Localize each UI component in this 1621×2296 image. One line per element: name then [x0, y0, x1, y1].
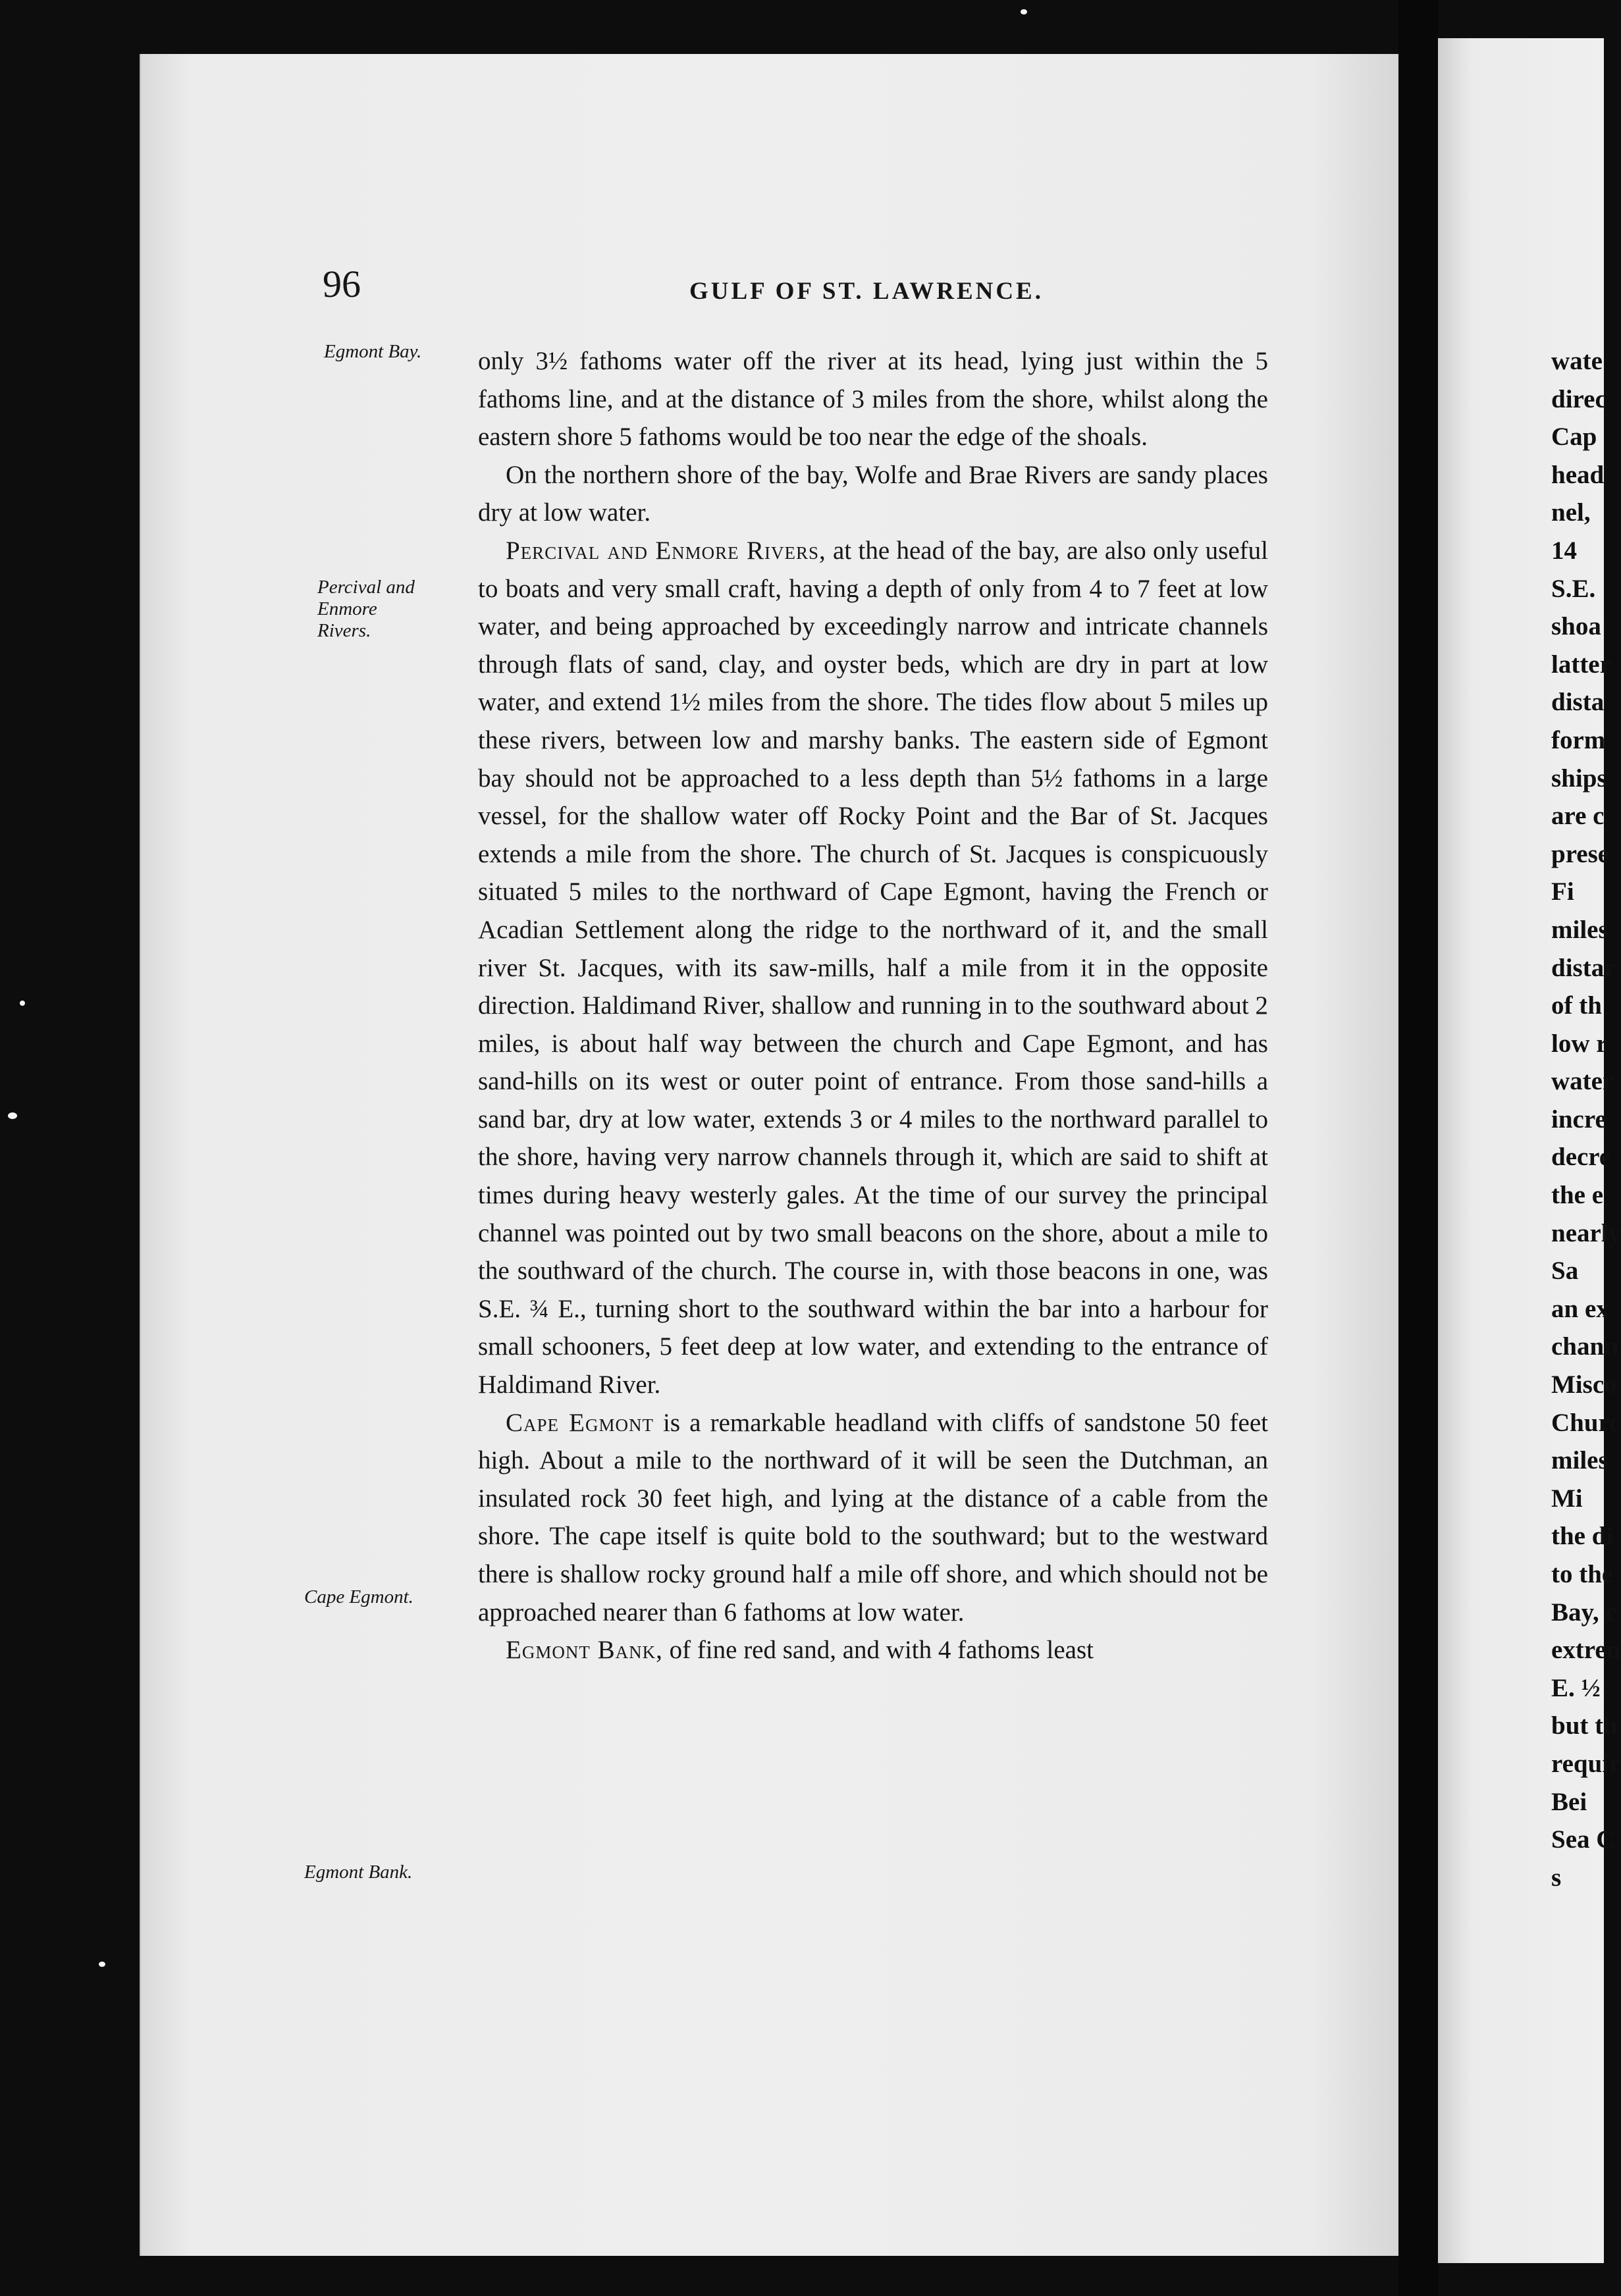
facing-page-line-fragment: head — [1551, 460, 1605, 489]
facing-page-line-fragment: Mi — [1551, 1484, 1583, 1513]
facing-page-line-fragment: low r — [1551, 1029, 1608, 1058]
facing-page-line-fragment: E. ½ — [1551, 1673, 1601, 1702]
scan-speck — [8, 1112, 17, 1119]
facing-page-line-fragment: Fi — [1551, 877, 1574, 906]
facing-page-line-fragment: of th — [1551, 991, 1602, 1020]
facing-page-line-fragment: are c — [1551, 802, 1605, 831]
facing-page-line-fragment: S.E. — [1551, 574, 1596, 603]
facing-page-line-fragment: latter — [1551, 650, 1611, 679]
facing-page-line-fragment: chann — [1551, 1332, 1618, 1361]
paragraph-text: On the northern shore of the bay, Wolfe and Brae Rivers are sandy places dry at low water. — [478, 460, 1268, 527]
facing-page-line-fragment: form — [1551, 725, 1606, 754]
paragraph — [478, 1404, 1268, 1632]
facing-page-line-fragment: requir — [1551, 1749, 1621, 1778]
facing-page-line-fragment: Bei — [1551, 1787, 1587, 1816]
facing-page-line-fragment: s — [1551, 1863, 1562, 1892]
facing-page-line-fragment: the di — [1551, 1522, 1614, 1551]
page-number: 96 — [323, 263, 361, 305]
facing-page-line-fragment: Cap — [1551, 423, 1597, 452]
scan-speck — [99, 1962, 105, 1967]
scan-speck — [20, 1001, 25, 1006]
facing-page-line-fragment: direc — [1551, 384, 1607, 413]
facing-page-line-fragment: nel, — [1551, 498, 1591, 527]
facing-page-line-fragment: miles — [1551, 915, 1608, 944]
paragraph-run-in-heading: Cape Egmont — [506, 1408, 654, 1437]
paragraph-text: is a remarkable headland with cliffs of sandstone 50 feet high. About a mile to the northward of it will be seen the Dutchman, an insulated rock 30 feet high, and lying at the distance of a cable from the shore. The cape itself is quite bold to the southward; but to the westward there is shallow rocky ground half a mile off shore, and which should not be approached nearer than 6 fathoms at low water. — [478, 1408, 1268, 1627]
facing-page-line-fragment: the e — [1551, 1181, 1604, 1210]
facing-page-line-fragment: dista — [1551, 688, 1605, 717]
running-title: GULF OF ST. LAWRENCE. — [689, 278, 1044, 305]
margin-note-percival-enmore: Percival and Enmore Rivers. — [317, 577, 415, 641]
paragraph-text: only 3½ fathoms water off the river at its head, lying just within the 5 fathoms line, and at the distance of 3 miles from the shore, whilst along the eastern shore 5 fathoms would be too near the edge of the shoals. — [478, 347, 1268, 452]
facing-page-line-fragment: an ex — [1551, 1294, 1609, 1323]
facing-page-line-fragment: water — [1551, 1067, 1614, 1096]
facing-page-line-fragment: but th — [1551, 1711, 1618, 1740]
body-text — [478, 342, 1268, 1669]
facing-page-line-fragment: wate — [1551, 347, 1603, 375]
paragraph — [478, 456, 1268, 532]
book-gutter — [1398, 0, 1438, 2296]
facing-page-line-fragment: ships — [1551, 764, 1607, 793]
facing-page-line-fragment: decre — [1551, 1143, 1611, 1172]
scan-speck — [1021, 9, 1027, 14]
facing-page-line-fragment: to the — [1551, 1560, 1614, 1588]
margin-note-egmont-bank: Egmont Bank. — [304, 1862, 413, 1883]
facing-page-line-fragment: distar — [1551, 953, 1616, 982]
facing-page-line-fragment: prese — [1551, 839, 1610, 868]
paragraph-run-in-heading: Egmont Bank, — [506, 1636, 663, 1665]
paragraph-text: at the head of the bay, are also only useful to boats and very small craft, having a depth of only from 4 to 7 feet at low water, and being approached by exceedingly narrow and intricate channels through flats of sand, clay, and oyster beds, which are dry in part at low water, and extend 1½ miles from the shore. The tides flow about 5 miles up these rivers, between low and marshy banks. The eastern side of Egmont bay should not be approached to a less depth than 5½ fathoms in a large vessel, for the shallow water off Rocky Point and the Bar of St. Jacques extends a mile from the shore. The church of St. Jacques is conspicuously situated 5 miles to the northward of Cape Egmont, having the French or Acadian Settlement along the ridge to the northward of it, and the small river St. Jacques, with its saw-mills, half a mile from it in the opposite direction. Haldimand River, shallow and running in to the southward about 2 miles, is about half way between the church and Cape Egmont, and has sand-hills on its west or outer point of entrance. From those sand-hills a sand bar, dry at low water, extends 3 or 4 miles to the northward parallel to the shore, having very narrow channels through it, which are said to shift at times during heavy westerly gales. At the time of our survey the principal channel was pointed out by two small beacons on the shore, about a mile to the southward of the church. The course in, with those beacons in one, was S.E. ¾ E., turning short to the southward within the bar into a harbour for small schooners, 5 feet deep at low water, and extending to the entrance of Haldimand River. — [478, 536, 1268, 1399]
facing-page-line-fragment: Misco — [1551, 1370, 1617, 1399]
facing-page-line-fragment: Churc — [1551, 1408, 1621, 1437]
paragraph — [478, 342, 1268, 456]
paragraph-text: of fine red sand, and with 4 fathoms least — [662, 1636, 1094, 1665]
paragraph — [478, 532, 1268, 1404]
paragraph-run-in-heading: Percival and Enmore Rivers, — [506, 536, 826, 565]
paragraph — [478, 1631, 1268, 1669]
running-head — [323, 262, 1468, 315]
facing-page-line-fragment: Bay, c — [1551, 1598, 1617, 1627]
margin-note-egmont-bay: Egmont Bay. — [324, 341, 422, 362]
margin-note-cape-egmont: Cape Egmont. — [304, 1586, 413, 1607]
facing-page-line-fragment: incre — [1551, 1105, 1607, 1134]
facing-page-text-fragments — [1551, 342, 1621, 1896]
facing-page-line-fragment: nearly — [1551, 1218, 1621, 1247]
facing-page-line-fragment: Sea C — [1551, 1825, 1615, 1854]
facing-page-line-fragment: Sa — [1551, 1257, 1579, 1286]
facing-page-line-fragment: 14 — [1551, 536, 1577, 565]
facing-page-line-fragment: miles — [1551, 1446, 1608, 1475]
facing-page-line-fragment: extren — [1551, 1636, 1621, 1665]
facing-page-line-fragment: shoa — [1551, 612, 1601, 641]
